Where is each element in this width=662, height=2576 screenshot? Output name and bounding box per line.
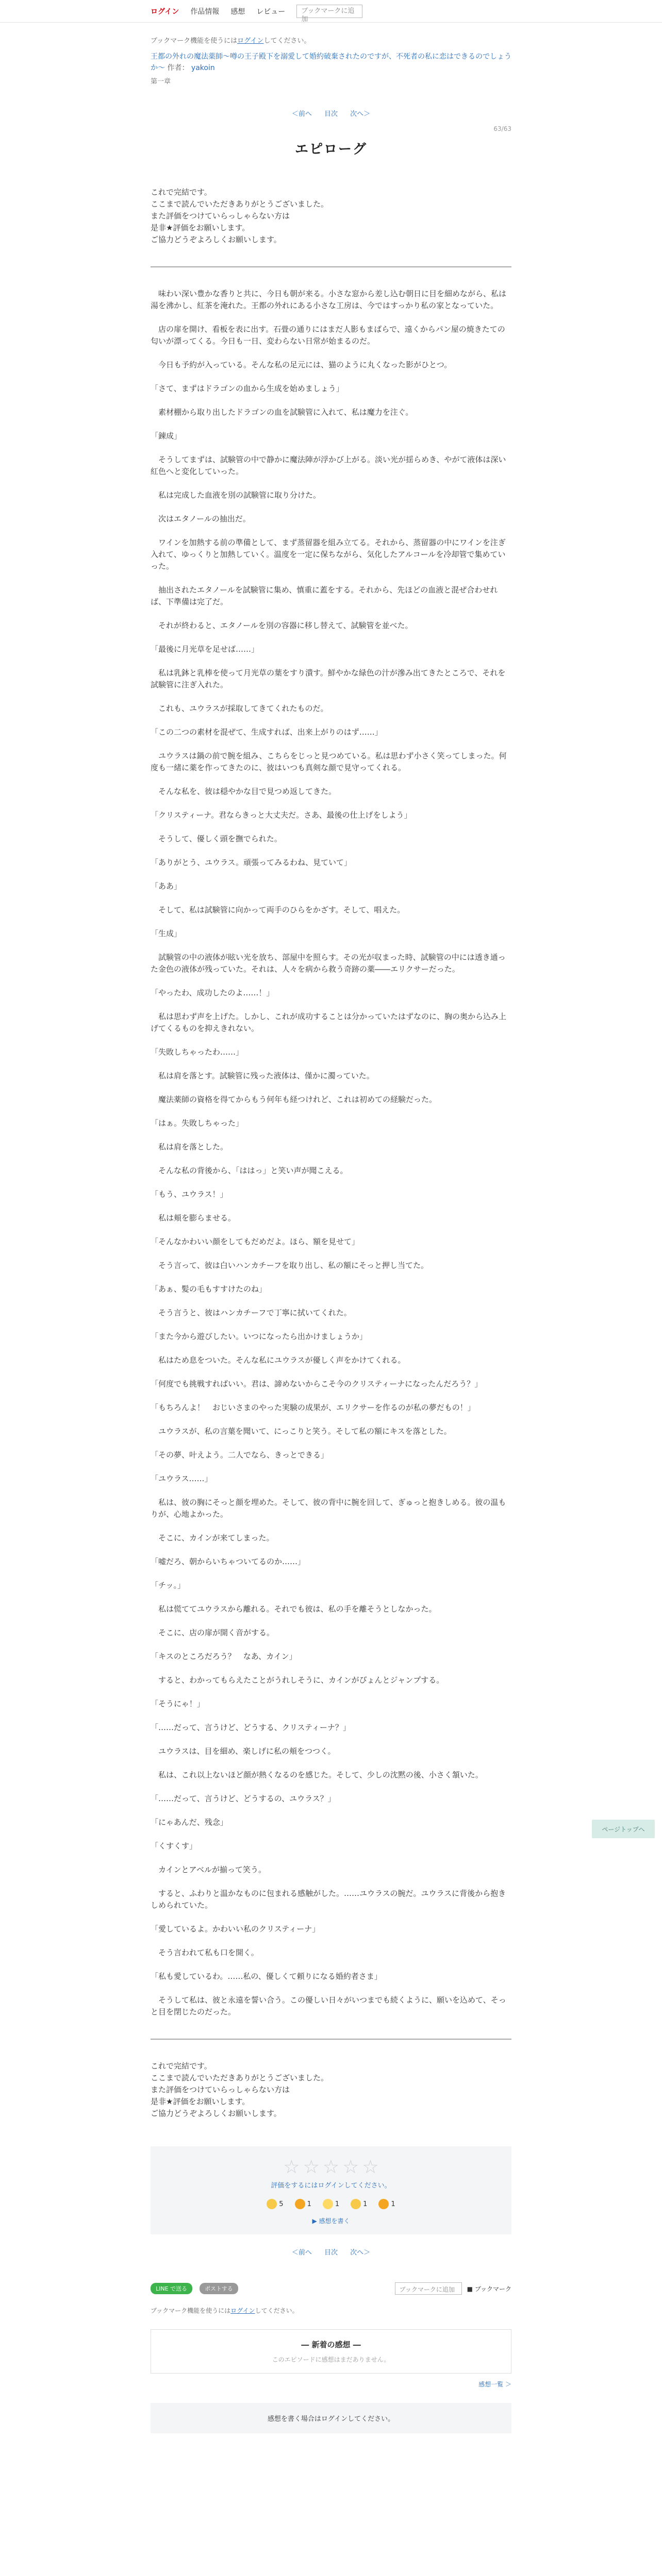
bookmark-add-input[interactable]: ブックマークに追加	[296, 5, 362, 18]
reaction-item[interactable]	[378, 2199, 395, 2209]
body-paragraph: 「あぁ、髪の毛もすすけたのね」	[151, 1284, 267, 1294]
prev-link[interactable]: ＜前へ	[291, 2249, 312, 2257]
body-paragraph: 「ありがとう、ユウラス。頑張ってみるわね、見ていて」	[151, 858, 352, 867]
reaction-count: 1	[307, 2200, 311, 2208]
body-paragraph: そうして私は、彼と永遠を誓い合う。この優しい日々がいつまでも続くように、願いを込めて、そっと目を閉じたのだった。	[151, 1995, 506, 2016]
reaction-count: 1	[335, 2200, 340, 2208]
author-link[interactable]: yakoin	[191, 64, 215, 72]
body-paragraph: そう言って、彼は白いハンカチーフを取り出し、私の額にそっと押し当てた。	[151, 1261, 428, 1270]
emoji-icon	[351, 2199, 361, 2209]
page-top-button[interactable]: ページトップへ	[592, 1820, 655, 1838]
body-paragraph: ユウラスが、私の言葉を聞いて、にっこりと笑う。そして私の額にキスを落とした。	[151, 1427, 452, 1436]
body-paragraph: 私は慌ててユウラスから離れる。それでも彼は、私の手を離そうとしなかった。	[151, 1604, 437, 1614]
rating-box	[151, 2146, 511, 2234]
body-paragraph: そうして、優しく頭を撫でられた。	[151, 834, 282, 843]
body-paragraph: 「生成」	[151, 929, 182, 938]
next-link[interactable]: 次へ＞	[350, 110, 371, 118]
body-paragraph: 「チッ。」	[151, 1581, 186, 1590]
notice-text: ブックマーク機能を使うには	[151, 2307, 231, 2314]
body-paragraph: これも、ユウラスが採取してきてくれたものだ。	[151, 704, 328, 713]
notice-login-link[interactable]: ログイン	[237, 37, 264, 45]
share-toolbar	[151, 2282, 511, 2295]
body-paragraph: ユウラスは鍋の前で腕を組み、こちらをじっと見つめている。私は思わず小さく笑ってしまった。何度も一緒に薬を作ってきたのに、彼はいつも真剣な顔で見守ってくれる。	[151, 751, 507, 772]
body-paragraph: ワインを加熱する前の準備として、まず蒸留器を組み立てる。それから、蒸留器の中にワインを注ぎ入れて、ゆっくりと加熱していく。温度を一定に保ちながら、気化したアルコールを冷却管で集めていった。	[151, 538, 506, 571]
body-paragraph: 私は完成した血液を別の試験管に取り分けた。	[151, 490, 321, 500]
body-paragraph: 「もちろんよ！ おじいさまのやった実験の成果が、エリクサーを作るのが私の夢だもの！」	[151, 1403, 475, 1412]
body-paragraph: 味わい深い豊かな香りと共に、今日も朝が来る。小さな窓から差し込む朝日に目を細めながら、私は湯を沸かし、紅茶を淹れた。王都の外れにある小さな工房は、今ではすっかり私の家となっていた。	[151, 289, 507, 310]
impressions-empty: このエピソードに感想はまだありません。	[272, 2356, 390, 2363]
body-paragraph: 素材棚から取り出したドラゴンの血を試験管に入れて、私は魔力を注ぐ。	[151, 408, 413, 417]
body-paragraph: 「愛しているよ。かわいい私のクリスティーナ」	[151, 1924, 320, 1934]
text-line: ここまで読んでいただきありがとうございました。	[151, 199, 329, 209]
body-paragraph: そんな私を、彼は穏やかな目で見つめ返してきた。	[151, 787, 337, 796]
reaction-count: 1	[391, 2200, 395, 2208]
emoji-icon	[267, 2199, 277, 2209]
bookmark-add-input[interactable]: ブックマークに追加	[395, 2282, 462, 2295]
text-line: また評価をつけていらっしゃらない方は	[151, 211, 290, 221]
episode-body	[151, 288, 511, 2018]
body-paragraph: 「その夢、叶えよう。二人でなら、きっとできる」	[151, 1450, 329, 1460]
reaction-row	[151, 2199, 511, 2209]
body-paragraph: 「そんなかわいい顔をしてもだめだよ。ほら、額を見せて」	[151, 1237, 360, 1246]
body-paragraph: 「失敗しちゃったわ……」	[151, 1047, 244, 1057]
body-paragraph: 「……だって、言うけど、どうする、クリスティーナ？」	[151, 1723, 351, 1732]
bookmark-notice-bottom	[151, 2306, 511, 2315]
body-paragraph: そこに、店の扉が開く音がする。	[151, 1628, 275, 1637]
body-paragraph: 私は乳鉢と乳棒を使って月光草の葉をすり潰す。鮮やかな緑色の汁が滲み出てきたところで、それを試験管に注ぎ入れた。	[151, 668, 506, 689]
text-line: ご協力どうぞよろしくお願いします。	[151, 2109, 282, 2118]
series-title-link[interactable]: 王都の外れの魔法薬師〜噂の王子殿下を溺愛して婚約破棄されたのですが、不死者の私に恋はできるのでしょうか〜	[151, 53, 511, 72]
body-paragraph: 抽出されたエタノールを試験管に集め、慎重に蓋をする。それから、先ほどの血液と混ぜ合わせれば、下準備は完了だ。	[151, 585, 498, 606]
notice-text-after: してください。	[263, 37, 311, 45]
body-paragraph: そんな私の背後から、「ははっ」と笑い声が聞こえる。	[151, 1166, 348, 1175]
text-line: ここまで読んでいただきありがとうございました。	[151, 2073, 329, 2082]
body-paragraph: 「にゃあんだ、残念」	[151, 1818, 228, 1827]
body-paragraph: 店の扉を開け、看板を表に出す。石畳の通りにはまだ人影もまばらで、遠くからパン屋の焼きたての匂いが漂ってくる。今日も一日、変わらない日常が始まるのだ。	[151, 325, 505, 346]
nav-reviews[interactable]: レビュー	[256, 7, 286, 16]
body-paragraph: 「やったわ、成功したのよ……！」	[151, 988, 274, 997]
star-icon[interactable]: ☆	[362, 2157, 379, 2178]
text-line: また評価をつけていらっしゃらない方は	[151, 2085, 290, 2094]
emoji-icon	[323, 2199, 333, 2209]
body-paragraph: それが終わると、エタノールを別の容器に移し替えて、試験管を並べた。	[151, 621, 413, 630]
write-impression-link[interactable]: ▶ 感想を書く	[312, 2217, 350, 2225]
body-paragraph: 「嘘だろ、朝からいちゃついてるのか……」	[151, 1557, 306, 1566]
body-paragraph: 今日も予約が入っている。そんな私の足元には、猫のように丸くなった影がひとつ。	[151, 360, 452, 369]
body-paragraph: カインとアベルが揃って笑う。	[151, 1865, 266, 1874]
body-paragraph: そう言われて私も口を開く。	[151, 1948, 259, 1957]
emoji-icon	[378, 2199, 389, 2209]
series-title-row	[151, 51, 511, 74]
pager-top	[151, 108, 511, 118]
index-link[interactable]: 目次	[324, 110, 338, 118]
body-paragraph: 私は、彼の胸にそっと顔を埋めた。そして、彼の背中に腕を回して、ぎゅっと抱きしめる。彼の温もりが、心地よかった。	[151, 1498, 506, 1519]
author-label: 作者：	[167, 64, 189, 72]
bookmark-notice	[151, 35, 511, 45]
body-paragraph: 「クリスティーナ。君ならきっと大丈夫だ。さあ、最後の仕上げをしよう」	[151, 810, 412, 820]
body-paragraph: そう言うと、彼はハンカチーフで丁寧に拭いてくれた。	[151, 1308, 352, 1317]
body-paragraph: 「はぁ。失敗しちゃった」	[151, 1118, 244, 1128]
notice-text-after: してください。	[255, 2307, 299, 2314]
page-content	[151, 35, 511, 2433]
reaction-item[interactable]	[323, 2199, 339, 2209]
body-paragraph: そして、私は試験管に向かって両手のひらをかざす。そして、唱えた。	[151, 905, 405, 914]
body-paragraph: 私は、これ以上ないほど顔が熱くなるのを感じた。そして、少しの沈黙の後、小さく頷いた。	[151, 1770, 483, 1780]
star-icon[interactable]: ☆	[342, 2157, 359, 2178]
reaction-item[interactable]	[351, 2199, 367, 2209]
chapter-label: 第一章	[151, 78, 171, 86]
body-paragraph: 「何度でも挑戦すればいい。君は、諦めないからこそ今のクリスティーナになったんだろう？」	[151, 1379, 483, 1388]
body-paragraph: 「もう、ユウラス！」	[151, 1190, 228, 1199]
body-paragraph: 「また今から遊びしたい。いつになったら出かけましょうか」	[151, 1332, 368, 1341]
text-line: ご協力どうぞよろしくお願いします。	[151, 235, 282, 244]
reaction-item[interactable]	[295, 2199, 311, 2209]
pager-bottom	[151, 2247, 511, 2257]
next-link[interactable]: 次へ＞	[350, 2249, 371, 2257]
index-link[interactable]: 目次	[324, 2249, 338, 2257]
episode-title: エピローグ	[294, 142, 367, 157]
body-paragraph: 試験管の中の液体が眩い光を放ち、部屋中を照らす。その光が収まった時、試験管の中には透き通った金色の液体が残っていた。それは、人々を病から救う奇跡の薬――エリクサーだった。	[151, 953, 506, 974]
body-paragraph: 私は肩を落とした。	[151, 1142, 228, 1151]
text-line: 是非★評価をお願いします。	[151, 223, 250, 232]
text-line: 是非★評価をお願いします。	[151, 2097, 250, 2106]
body-paragraph: 「キスのところだろう？ なあ、カイン」	[151, 1652, 297, 1661]
body-paragraph: 「私も愛しているわ。……私の、優しくて頼りになる婚約者さま」	[151, 1972, 382, 1981]
afterword	[151, 2060, 511, 2120]
emoji-icon	[295, 2199, 305, 2209]
body-paragraph: 私は頬を膨らませる。	[151, 1213, 236, 1223]
top-nav-bar	[0, 0, 662, 23]
reaction-item[interactable]	[267, 2199, 283, 2209]
body-paragraph: そうしてまずは、試験管の中で静かに魔法陣が浮かび上がる。淡い光が揺らめき、やがて液体は深い紅色へと変化していった。	[151, 455, 506, 476]
new-impressions-box	[151, 2329, 511, 2374]
star-icon[interactable]: ☆	[303, 2157, 320, 2178]
bookmark-button[interactable]: ■ ブックマーク	[467, 2285, 511, 2293]
divider	[151, 266, 511, 267]
body-paragraph: ユウラスは、目を細め、楽しげに私の頬をつつく。	[151, 1747, 336, 1756]
body-paragraph: 次はエタノールの抽出だ。	[151, 514, 251, 523]
nav-impressions[interactable]: 感想	[230, 7, 245, 16]
impressions-list-link[interactable]: 感想一覧 ＞	[478, 2381, 511, 2388]
notice-login-link[interactable]: ログイン	[230, 2307, 255, 2314]
post-share-button[interactable]: ポストする	[200, 2283, 238, 2294]
preface	[151, 187, 511, 246]
divider	[151, 2039, 511, 2040]
body-paragraph: 「ああ」	[151, 882, 182, 891]
impression-login-box[interactable]: 感想を書く場合はログインしてください。	[151, 2403, 511, 2433]
body-paragraph: 「錬成」	[151, 431, 182, 440]
body-paragraph: すると、わかってもらえたことがうれしそうに、カインがぴょんとジャンプする。	[151, 1675, 444, 1685]
line-share-button[interactable]: LINE で送る	[151, 2283, 192, 2294]
body-paragraph: 「……だって、言うけど、どうするの、ユウラス？」	[151, 1794, 336, 1803]
body-paragraph: 「最後に月光草を足せば……」	[151, 645, 259, 654]
page-count: 63/63	[493, 125, 511, 132]
body-paragraph: 魔法薬師の資格を得てからもう何年も経つけれど、これは初めての経験だった。	[151, 1095, 437, 1104]
body-paragraph: すると、ふわりと温かなものに包まれる感触がした。……ユウラスの腕だ。ユウラスに背後から抱きしめられていた。	[151, 1889, 506, 1910]
text-line: これで完結です。	[151, 2061, 212, 2071]
body-paragraph: 私は肩を落とす。試験管に残った液体は、僅かに濁っていた。	[151, 1071, 374, 1080]
text-line: これで完結です。	[151, 188, 212, 197]
nav-work-info[interactable]: 作品情報	[190, 7, 220, 16]
impressions-heading: ― 新着の感想 ―	[301, 2340, 361, 2349]
body-paragraph: 「この二つの素材を混ぜて、生成すれば、出来上がりのはず……」	[151, 727, 383, 737]
body-paragraph: 「さて、まずはドラゴンの血から生成を始めましょう」	[151, 384, 344, 393]
body-paragraph: 私は思わず声を上げた。しかし、これが成功することは分かっていたはずなのに、胸の奥から込み上げてくるものを抑えきれない。	[151, 1012, 507, 1033]
body-paragraph: そこに、カインが来てしまった。	[151, 1533, 274, 1543]
body-paragraph: 私はため息をついた。そんな私にユウラスが優しく声をかけてくれる。	[151, 1355, 406, 1365]
body-paragraph: 「くすくす」	[151, 1841, 197, 1851]
prev-link[interactable]: ＜前へ	[291, 110, 312, 118]
rating-stars	[151, 2157, 511, 2178]
body-paragraph: 「ユウラス……」	[151, 1474, 212, 1483]
body-paragraph: 「そうにゃ！」	[151, 1699, 205, 1708]
bookmark-tools	[395, 2282, 511, 2295]
reaction-count: 5	[279, 2200, 284, 2208]
login-link[interactable]: ログイン	[151, 7, 179, 16]
star-icon[interactable]: ☆	[322, 2157, 340, 2178]
star-icon[interactable]: ☆	[283, 2157, 300, 2178]
rating-login-hint[interactable]: 評価をするにはログインしてください。	[271, 2182, 391, 2190]
reaction-count: 1	[363, 2200, 368, 2208]
notice-text: ブックマーク機能を使うには	[151, 37, 238, 45]
